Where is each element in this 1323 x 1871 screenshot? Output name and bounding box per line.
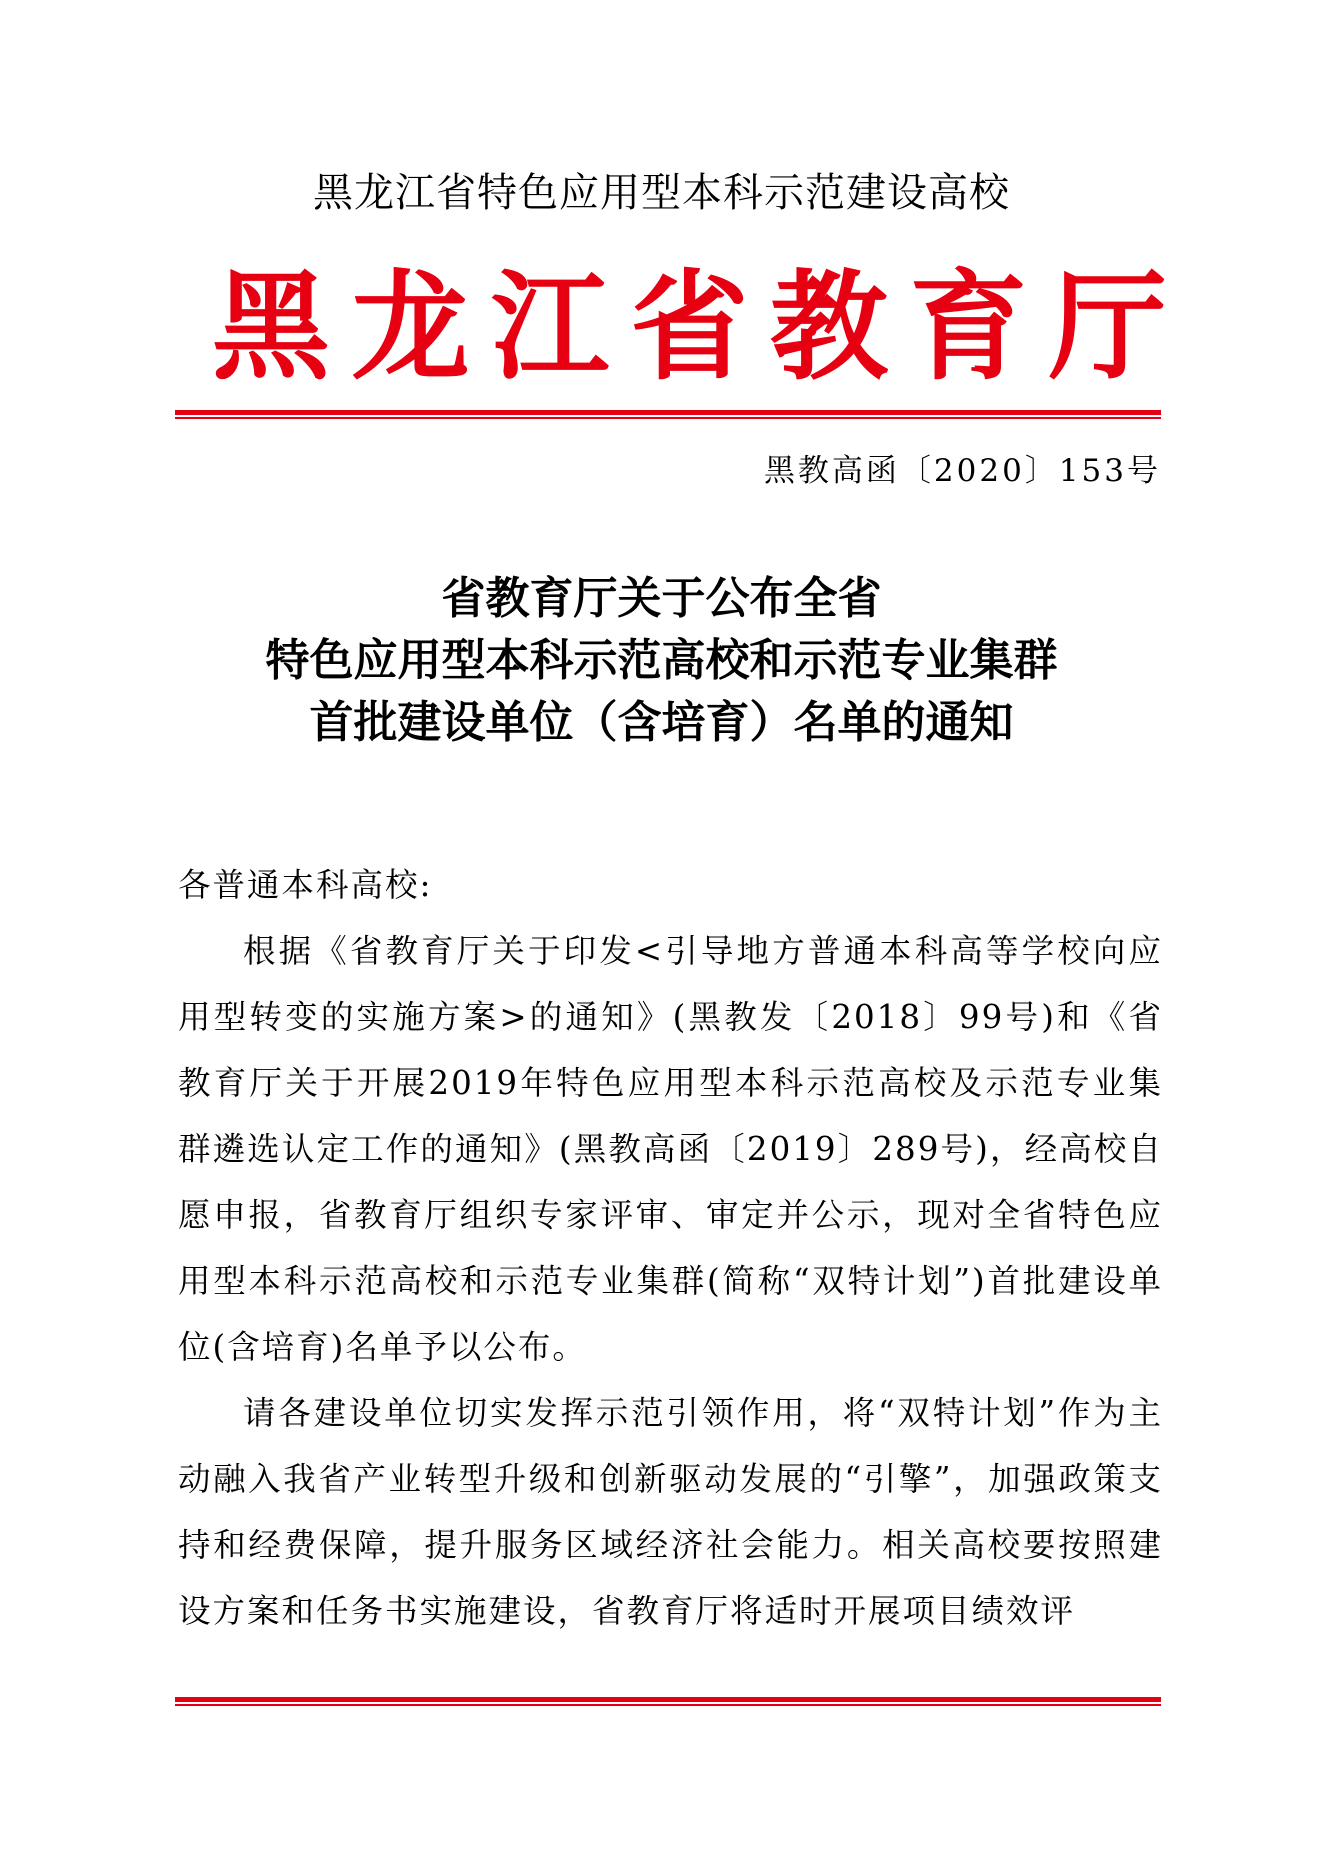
- body-paragraph: 请各建设单位切实发挥示范引领作用，将“双特计划”作为主动融入我省产业转型升级和创新驱动发展的“引擎”，加强政策支持和经费保障，提升服务区域经济社会能力。相关高校要按照建设方案和任务书实施建设，省教育厅将适时开展项目绩效评: [178, 1394, 1163, 1630]
- document-title: [0, 568, 1323, 754]
- masthead-char: 厅: [1048, 257, 1167, 396]
- document-body: [178, 852, 1163, 1644]
- title-line: 省教育厅关于公布全省: [441, 573, 882, 624]
- masthead-char: 江: [490, 257, 609, 396]
- masthead-char: 龙: [351, 257, 470, 396]
- divider-thin-line: [175, 417, 1161, 419]
- title-line: 首批建设单位（含培育）名单的通知: [309, 697, 1014, 748]
- masthead-char: 黑: [212, 257, 331, 396]
- divider-thick-line: [175, 1697, 1161, 1702]
- divider-thin-line: [175, 1704, 1161, 1706]
- divider-thick-line: [175, 410, 1161, 415]
- body-paragraph: 根据《省教育厅关于印发<引导地方普通本科高等学校向应用型转变的实施方案>的通知》(黑教发〔2018〕99号)和《省教育厅关于开展2019年特色应用型本科示范高校及示范专业集群遴选认定工作的通知》(黑教高函〔2019〕289号)，经高校自愿申报，省教育厅组织专家评审、审定并公示，现对全省特色应用型本科示范高校和示范专业集群(简称“双特计划”)首批建设单位(含培育)名单予以公布。: [178, 932, 1163, 1366]
- salutation: 各普通本科高校:: [178, 866, 433, 904]
- masthead-char: 省: [630, 257, 749, 396]
- title-line: 特色应用型本科示范高校和示范专业集群: [265, 635, 1058, 686]
- masthead-title: [212, 257, 1167, 396]
- masthead-divider: [175, 410, 1161, 420]
- issuer-subtitle: 黑龙江省特色应用型本科示范建设高校: [313, 170, 1010, 216]
- masthead-char: 育: [909, 257, 1028, 396]
- masthead-char: 教: [769, 257, 888, 396]
- footer-divider: [175, 1697, 1161, 1707]
- document-number: 黑教高函〔2020〕153号: [763, 453, 1161, 489]
